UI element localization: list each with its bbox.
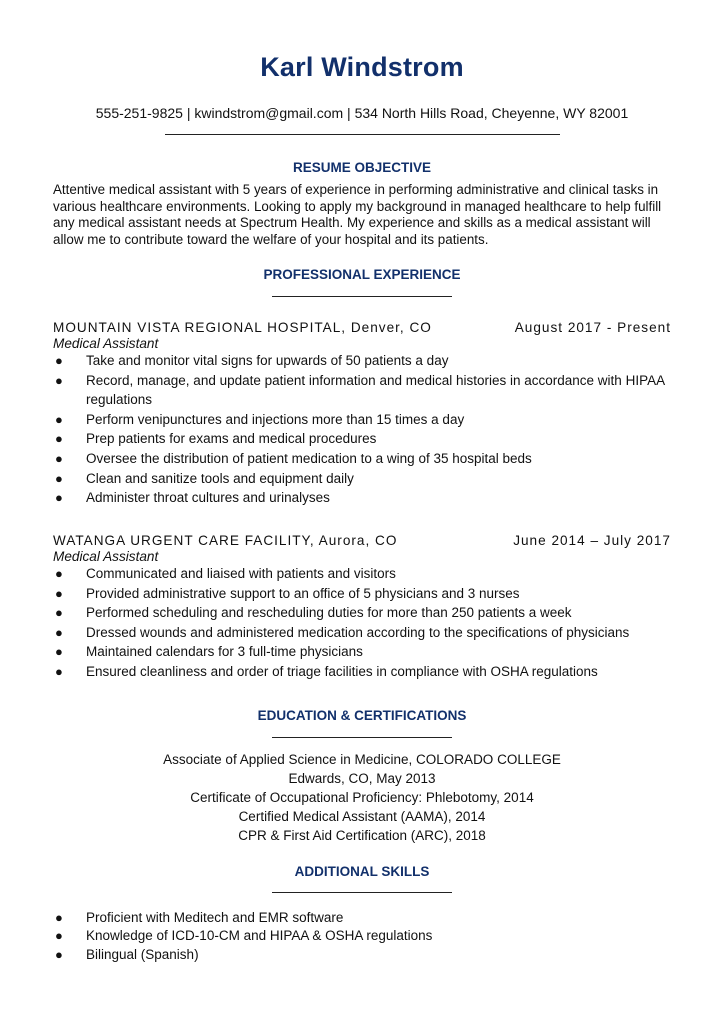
duty-text: Record, manage, and update patient information and medical histories in accordance with HIPAA regulations [86,372,665,408]
job-employer: WATANGA URGENT CARE FACILITY, Aurora, CO [53,533,398,548]
skill-text: Knowledge of ICD-10-CM and HIPAA & OSHA regulations [86,928,433,944]
bullet-icon: ● [55,470,63,486]
list-item [53,603,671,623]
duty-text: Oversee the distribution of patient medication to a wing of 35 hospital beds [86,450,532,466]
education-line: Edwards, CO, May 2013 [288,771,436,786]
bullet-icon: ● [55,566,63,581]
duty-text: Maintained calendars for 3 full-time physicians [86,644,363,660]
job-employer: MOUNTAIN VISTA REGIONAL HOSPITAL, Denver, CO [53,320,432,335]
bullet-icon: ● [55,490,63,506]
skill-text: Proficient with Meditech and EMR software [86,910,344,925]
education-line: Certified Medical Assistant (AAMA), 2014 [238,809,486,824]
job-duties-list [53,564,671,682]
list-item [53,946,673,964]
education-heading: EDUCATION & CERTIFICATIONS [257,708,467,723]
bullet-icon: ● [55,910,63,925]
objective-heading: RESUME OBJECTIVE [292,160,432,175]
duty-text: Clean and sanitize tools and equipment daily [86,470,354,486]
job-dates: August 2017 - Present [514,320,671,335]
education-line: CPR & First Aid Certification (ARC), 2018 [238,828,486,843]
duty-text: Dressed wounds and administered medication according to the specifications of physicians [86,624,630,640]
education-block [0,750,724,845]
duty-text: Prep patients for exams and medical procedures [86,431,377,447]
job-title: Medical Assistant [53,549,159,564]
list-item [53,909,673,927]
list-item [53,371,671,410]
list-item [53,449,671,469]
list-item [53,429,671,449]
skills-heading: ADDITIONAL SKILLS [294,864,430,879]
list-item [53,488,671,508]
bullet-icon: ● [55,663,63,679]
list-item [53,564,671,584]
bullet-icon: ● [55,431,63,447]
duty-text: Take and monitor vital signs for upwards of 50 patients a day [86,353,449,368]
duty-text: Performed scheduling and rescheduling duties for more than 250 patients a week [86,605,572,621]
list-item [53,642,671,662]
list-item [53,351,671,371]
job-duties-list [53,351,671,508]
bullet-icon: ● [55,624,63,640]
skill-text: Bilingual (Spanish) [86,946,199,962]
bullet-icon: ● [55,605,63,621]
job-dates: June 2014 – July 2017 [513,533,671,548]
list-item [53,927,673,945]
list-item [53,410,671,430]
experience-divider [272,296,452,297]
bullet-icon: ● [55,353,63,368]
experience-heading: PROFESSIONAL EXPERIENCE [263,267,461,282]
list-item [53,469,671,489]
bullet-icon: ● [55,585,63,601]
bullet-icon: ● [55,372,63,388]
list-item [53,623,671,643]
education-divider [272,737,452,738]
education-line: Certificate of Occupational Proficiency: Phlebotomy, 2014 [190,790,534,805]
contact-line: 555-251-9825 | kwindstrom@gmail.com | 534 North Hills Road, Cheyenne, WY 82001 [95,105,629,121]
contact-divider [165,134,560,135]
objective-text: Attentive medical assistant with 5 years of experience in performing administrative and clinical tasks in various healthcare environments. Looking to apply my background in managed healthcare to help fulfill any medical assistant needs at Spectrum Health. My experience and skills as a medical assistant will allow me to contribute toward the welfare of your hospital and its patients. [53,182,662,247]
job-title: Medical Assistant [53,336,159,351]
skills-block [53,909,673,964]
skills-divider [272,892,452,893]
duty-text: Provided administrative support to an office of 5 physicians and 3 nurses [86,585,520,601]
bullet-icon: ● [55,450,63,466]
candidate-name: Karl Windstrom [260,52,464,82]
job-entry [53,533,671,682]
duty-text: Administer throat cultures and urinalyses [86,490,330,506]
bullet-icon: ● [55,928,63,944]
job-entry [53,320,671,508]
skills-list [53,909,673,964]
bullet-icon: ● [55,644,63,660]
duty-text: Communicated and liaised with patients and visitors [86,566,396,581]
education-line: Associate of Applied Science in Medicine, COLORADO COLLEGE [163,752,561,767]
duty-text: Perform venipunctures and injections more than 15 times a day [86,411,465,427]
list-item [53,662,671,682]
bullet-icon: ● [55,411,63,427]
bullet-icon: ● [55,946,63,962]
list-item [53,584,671,604]
duty-text: Ensured cleanliness and order of triage facilities in compliance with OSHA regulations [86,663,598,679]
job-header [53,533,671,548]
job-header [53,320,671,335]
